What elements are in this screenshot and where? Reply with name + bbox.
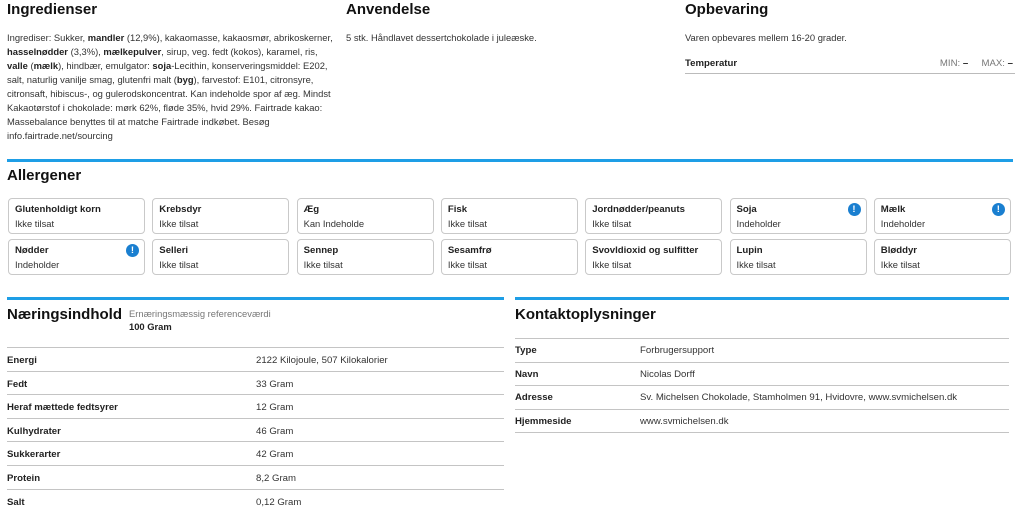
allergen-name: Jordnødder/peanuts [592, 204, 685, 215]
reference-label: Ernæringsmæssig referenceværdi [129, 308, 271, 319]
contact-key: Navn [515, 368, 539, 380]
allergen-name: Soja [736, 204, 757, 215]
allergen-card [297, 239, 434, 275]
allergen-name: Æg [303, 204, 320, 215]
ingredient-allergen-highlight: valle [7, 60, 28, 71]
nutrient-value: 46 Gram [256, 425, 294, 437]
contact-value: www.svmichelsen.dk [640, 415, 729, 427]
nutrition-table [7, 347, 504, 512]
usage-title: Anvendelse [346, 1, 431, 18]
contact-row [515, 385, 1009, 409]
usage-section [346, 0, 666, 45]
contact-table [515, 338, 1009, 432]
allergen-status: Ikke tilsat [15, 218, 55, 229]
contact-value: Forbrugersupport [640, 345, 715, 356]
allergen-card [730, 198, 867, 234]
max-value: – [1007, 58, 1013, 69]
allergen-status: Ikke tilsat [447, 218, 487, 229]
ingredient-allergen-highlight: mælkepulver [103, 46, 162, 57]
allergen-name: Svovldioxid og sulfitter [592, 244, 699, 256]
temperature-label: Temperatur [685, 58, 738, 69]
nutrient-value: 2122 Kilojoule, 507 Kilokalorier [256, 355, 388, 366]
nutrition-row [7, 441, 504, 465]
allergen-status: Indeholder [15, 258, 60, 270]
min-label: MIN: [939, 58, 961, 69]
info-icon[interactable]: ! [126, 244, 139, 257]
allergen-name: Glutenholdigt korn [15, 204, 101, 215]
usage-text: 5 stk. Håndlavet dessertchokolade i juleæske. [346, 32, 537, 43]
ingredient-text-segment: Ingrediser: Sukker, [7, 32, 88, 43]
ingredient-allergen-highlight: soja [152, 60, 172, 71]
allergen-status: Ikke tilsat [880, 258, 920, 270]
allergen-status: Ikke tilsat [592, 258, 632, 270]
nutrient-name: Fedt [7, 378, 28, 390]
contact-value: Nicolas Dorff [640, 368, 695, 380]
nutrient-value: 42 Gram [256, 449, 294, 461]
contact-row [515, 362, 1009, 386]
contact-row [515, 409, 1009, 433]
nutrient-value: 12 Gram [256, 402, 294, 414]
allergen-card [441, 239, 578, 275]
ingredient-text-segment: ( [27, 60, 34, 71]
contact-key: Hjemmeside [515, 415, 572, 427]
ingredients-section [7, 0, 337, 143]
contact-value: Sv. Michelsen Chokolade, Stamholmen 91, Hvidovre, www.svmichelsen.dk [640, 392, 958, 404]
allergen-card [297, 198, 434, 234]
allergen-card [152, 198, 289, 234]
allergen-name: Krebsdyr [159, 204, 202, 215]
nutrient-value: 33 Gram [256, 378, 294, 390]
nutrient-name: Protein [7, 472, 41, 484]
allergen-name: Nødder [15, 244, 49, 256]
allergen-status: Ikke tilsat [736, 258, 776, 270]
ingredient-text-segment: ), farvestof: E101, citronsyre, citronsaft, hibiscus-, og gulerodskoncentrat. Kan indeholde spor af æg. Mindst Kakaotørstof i chokolade: mørk 62%, fløde 35%, hvid 29%. Fairtrade kakao: Massebalance benyttes til at matche Fairtrade indkøbet. Besøg info.fairtrade.net/sourcing [7, 74, 331, 141]
nutrient-value: 0,12 Gram [256, 496, 302, 508]
allergen-status: Indeholder [736, 218, 781, 229]
max-label: MAX: [981, 58, 1005, 69]
storage-text: Varen opbevares mellem 16-20 grader. [685, 32, 847, 43]
ingredient-text-segment: , sirup, veg. fedt (kokos), karamel, ris, [161, 46, 318, 57]
allergen-card [585, 198, 722, 234]
allergen-card [874, 239, 1011, 275]
contact-key: Type [515, 345, 537, 356]
nutrient-name: Heraf mættede fedtsyrer [7, 402, 118, 414]
ingredients-title: Ingredienser [7, 1, 98, 18]
min-value: – [962, 58, 969, 69]
storage-title: Opbevaring [685, 1, 769, 18]
allergen-status: Kan Indeholde [303, 218, 365, 229]
nutrient-name: Energi [7, 355, 37, 366]
ingredient-text-segment: ), hindbær, emulgator: [58, 60, 153, 71]
storage-section [685, 0, 1015, 74]
temperature-range [940, 58, 1013, 69]
allergen-status: Ikke tilsat [159, 218, 199, 229]
contact-section [515, 297, 1009, 433]
allergens-title: Allergener [7, 167, 82, 184]
allergens-divider [7, 159, 1013, 162]
allergen-name: Lupin [736, 244, 763, 256]
contact-header [515, 297, 1009, 338]
nutrition-title: Næringsindhold [7, 306, 122, 323]
allergen-card [152, 239, 289, 275]
allergen-status: Ikke tilsat [447, 258, 487, 270]
allergen-status: Ikke tilsat [303, 258, 343, 270]
nutrition-row [7, 465, 504, 489]
info-icon[interactable]: ! [848, 203, 861, 216]
ingredient-allergen-highlight: hasselnødder [7, 46, 68, 57]
nutrient-name: Sukkerarter [7, 449, 61, 461]
reference-value: 100 Gram [129, 321, 172, 332]
allergen-name: Sesamfrø [447, 244, 492, 256]
allergen-card [8, 198, 145, 234]
allergen-card [874, 198, 1011, 234]
ingredient-text-segment: (12,9%), kakaomasse, kakaosmør, abrikoskerner, [124, 32, 333, 43]
allergen-name: Mælk [880, 204, 906, 215]
ingredient-text-segment: (3,3%), [67, 46, 104, 57]
product-info-top [0, 0, 1024, 150]
nutrition-section [7, 297, 504, 512]
contact-table-end [515, 432, 1009, 433]
allergen-status: Ikke tilsat [592, 218, 632, 229]
allergen-status: Ikke tilsat [159, 258, 199, 270]
contact-row [515, 338, 1009, 362]
contact-title: Kontaktoplysninger [515, 306, 656, 323]
allergen-card [585, 239, 722, 275]
allergen-name: Sennep [303, 244, 339, 256]
ingredient-allergen-highlight: mælk [33, 60, 59, 71]
nutrient-name: Salt [7, 496, 25, 508]
ingredient-allergen-highlight: byg [176, 74, 194, 85]
nutrition-header [7, 297, 504, 347]
allergen-status: Indeholder [880, 218, 926, 229]
ingredients-text [7, 31, 337, 143]
nutrition-row [7, 394, 504, 418]
nutrition-row [7, 418, 504, 442]
contact-key: Adresse [515, 392, 553, 404]
temperature-row [685, 55, 1015, 74]
nutrient-name: Kulhydrater [7, 425, 61, 437]
nutrient-value: 8,2 Gram [256, 472, 296, 484]
allergen-name: Selleri [159, 244, 189, 256]
nutrition-row [7, 371, 504, 395]
allergen-card [8, 239, 145, 275]
nutrition-row [7, 347, 504, 371]
allergen-name: Bløddyr [880, 244, 918, 256]
info-icon[interactable]: ! [992, 203, 1005, 216]
ingredient-text-segment: -Lecithin, konserveringsmiddel: E202, salt, naturlig vanilje smag, glutenfri malt ( [7, 60, 328, 85]
nutrition-row [7, 489, 504, 513]
allergen-card [730, 239, 867, 275]
ingredient-allergen-highlight: mandler [87, 32, 125, 43]
allergen-card [441, 198, 578, 234]
allergen-name: Fisk [447, 204, 468, 215]
